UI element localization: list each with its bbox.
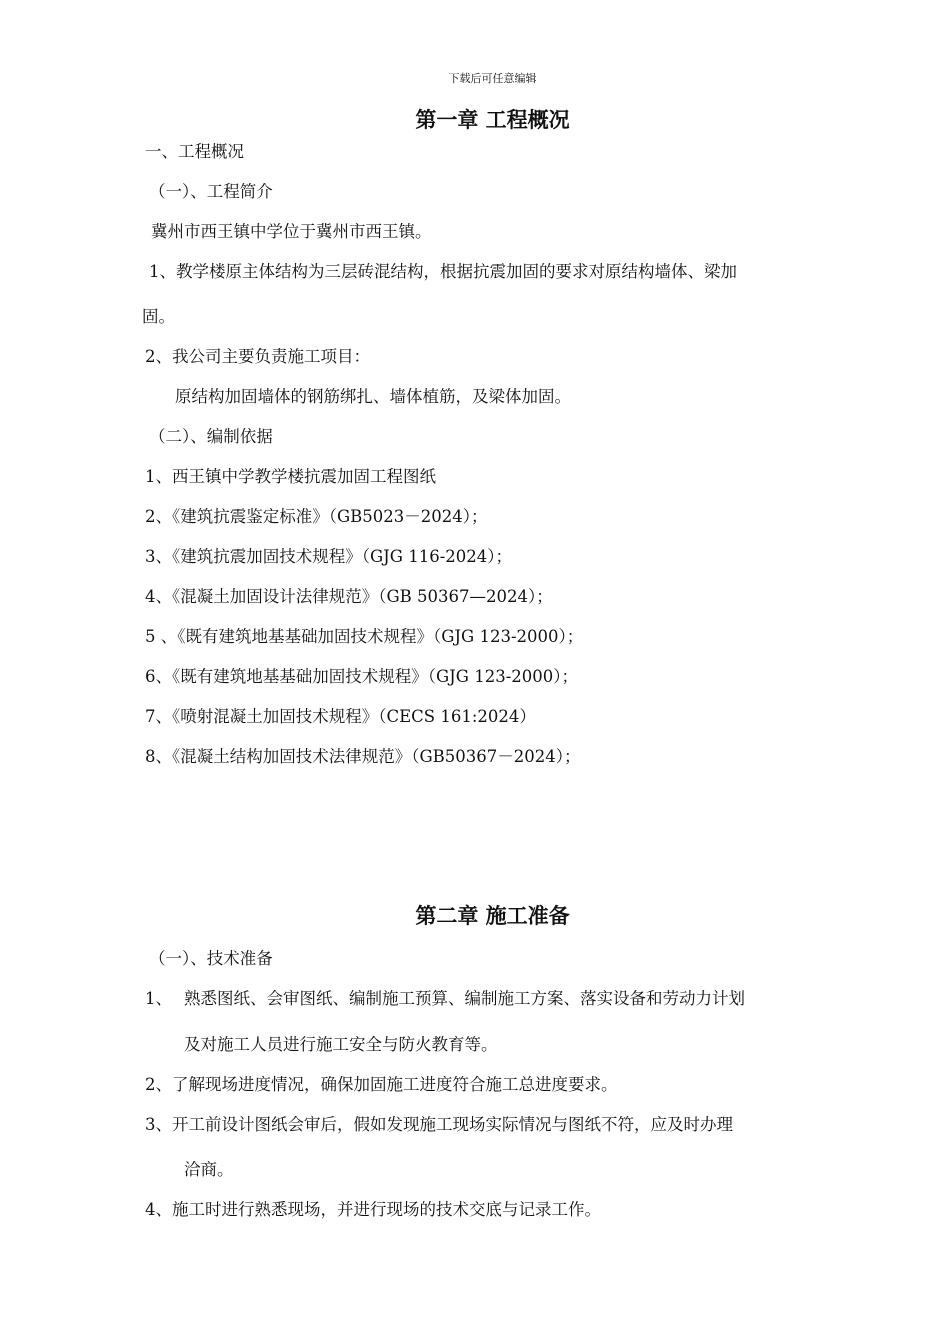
paragraph: 及对施工人员进行施工安全与防火教育等。 (184, 1035, 498, 1054)
list-item: 8、《混凝土结构加固技术法律规范》（GB50367－2024）； (145, 747, 581, 766)
paragraph: 4、施工时进行熟悉现场，并进行现场的技术交底与记录工作。 (145, 1200, 601, 1219)
paragraph: 熟悉图纸、会审图纸、编制施工预算、编制施工方案、落实设备和劳动力计划 (184, 989, 745, 1008)
subsection-heading: （一）、技术准备 (149, 949, 273, 968)
paragraph: 冀州市西王镇中学位于冀州市西王镇。 (151, 222, 432, 241)
subsection-heading: （二）、编制依据 (149, 427, 273, 446)
page-header-note: 下载后可任意编辑 (448, 72, 537, 85)
list-item: 7、《喷射混凝土加固技术规程》（CECS 161:2024） (145, 707, 536, 726)
paragraph: 2、我公司主要负责施工项目： (145, 347, 370, 366)
paragraph: 原结构加固墙体的钢筋绑扎、墙体植筋，及梁体加固。 (175, 387, 571, 406)
list-item: 1、西王镇中学教学楼抗震加固工程图纸 (145, 467, 436, 486)
paragraph: 3、开工前设计图纸会审后，假如发现施工现场实际情况与图纸不符，应及时办理 (145, 1115, 733, 1134)
list-item: 6、《既有建筑地基基础加固技术规程》（GJG 123-2000）； (145, 667, 579, 686)
list-item: 2、《建筑抗震鉴定标准》（GB5023－2024）； (145, 507, 488, 526)
list-number: 1、 (145, 989, 172, 1008)
section-heading: 一、工程概况 (145, 142, 244, 161)
paragraph: 固。 (142, 307, 175, 326)
paragraph: 洽商。 (184, 1160, 234, 1179)
paragraph: 1、教学楼原主体结构为三层砖混结构，根据抗震加固的要求对原结构墙体、梁加 (149, 262, 737, 281)
subsection-heading: （一）、工程简介 (149, 182, 273, 201)
list-item: 3、《建筑抗震加固技术规程》（GJG 116-2024）； (145, 547, 513, 566)
chapter1-title: 第一章 工程概况 (415, 108, 570, 132)
list-item: 4、《混凝土加固设计法律规范》（GB 50367—2024）； (145, 587, 553, 606)
list-item: 5 、《既有建筑地基基础加固技术规程》（GJG 123-2000）； (145, 627, 584, 646)
paragraph: 2、了解现场进度情况，确保加固施工进度符合施工总进度要求。 (145, 1075, 618, 1094)
chapter2-title: 第二章 施工准备 (415, 904, 570, 928)
